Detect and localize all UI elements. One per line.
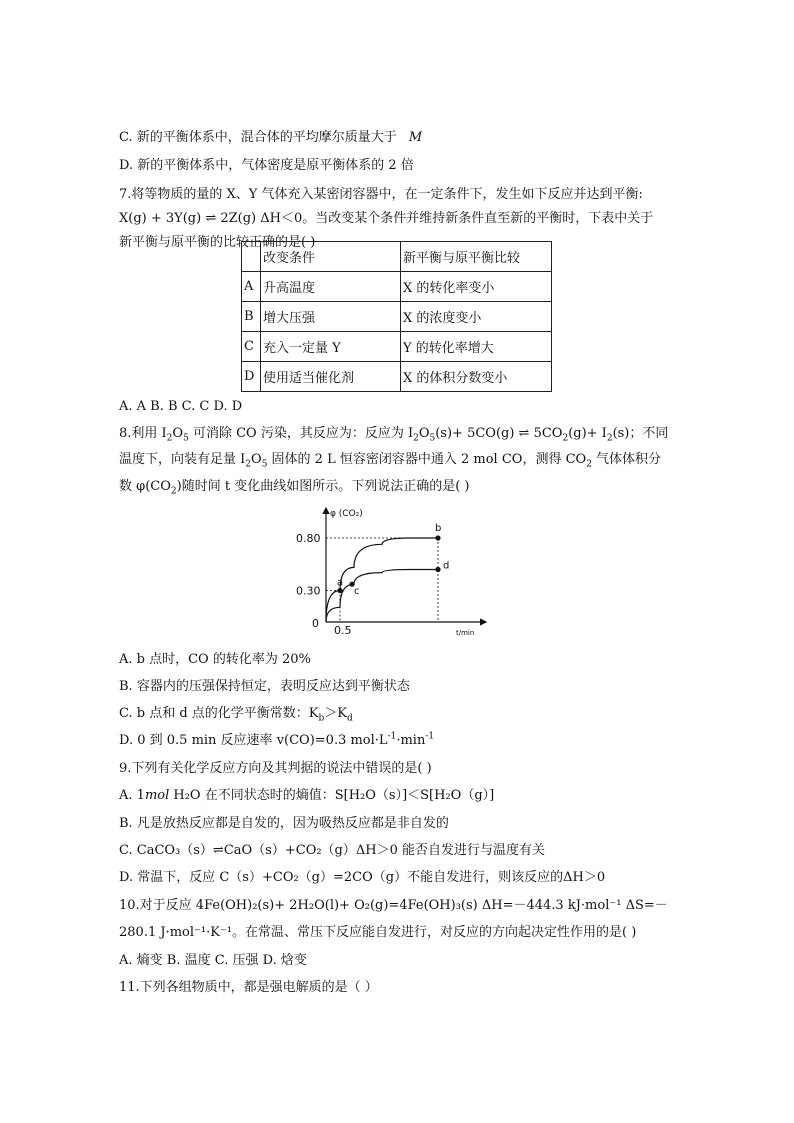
text-run: 固体的 2 L 恒容密闭容器中通入 2 mol CO，测得 CO — [267, 452, 587, 467]
table-cell — [242, 242, 261, 272]
text-run: (g)+ I — [568, 426, 607, 441]
table-row — [242, 332, 552, 362]
text-run: 8.利用 I — [119, 426, 167, 441]
table-cell: 增大压强 — [261, 302, 401, 332]
text-run: ＞K — [324, 706, 347, 721]
superscript: -1 — [425, 731, 435, 742]
q8-option-c — [119, 705, 353, 723]
subscript: 5 — [261, 459, 268, 470]
table-cell: 改变条件 — [261, 242, 401, 272]
subscript: 5 — [183, 433, 189, 444]
q7-table — [241, 241, 552, 392]
subscript: b — [318, 713, 325, 724]
text-run: (s)；不同 — [612, 426, 669, 441]
subscript: 2 — [562, 433, 569, 444]
text-run: A. 1 — [119, 788, 145, 803]
text-run: )随时间 t 变化曲线如图所示。下列说法正确的是( ) — [176, 479, 470, 494]
table-cell: Y 的转化率增大 — [401, 332, 552, 362]
q8-line-2 — [119, 451, 661, 469]
q9-option-a — [119, 787, 494, 805]
text-run: 可消除 CO 污染，其反应为：反应为 I — [188, 426, 414, 441]
q9-line-1: 9.下列有关化学反应方向及其判据的说法中错误的是( ) — [119, 761, 432, 776]
text-run: C. b 点和 d 点的化学平衡常数：K — [119, 706, 319, 721]
subscript: d — [347, 713, 353, 724]
option-text: C. 新的平衡体系中，混合体的平均摩尔质量大于 — [119, 130, 397, 145]
q8-line-3 — [119, 478, 470, 496]
table-row — [242, 362, 552, 392]
origin-label: 0 — [312, 617, 319, 630]
table-cell: C — [242, 332, 261, 362]
x-axis-label: t/min — [456, 629, 475, 637]
data-point-a — [337, 588, 342, 593]
co2-volume-fraction-chart — [296, 504, 496, 639]
table-cell: B — [242, 302, 261, 332]
text-run: D. 0 到 0.5 min 反应速率 v(CO)=0.3 mol·L — [119, 733, 388, 748]
q10-line-1: 10.对于反应 4Fe(OH)₂(s)+ 2H₂O(l)+ O₂(g)=4Fe(OH)₃(s) ΔH=－444.3 kJ·mol⁻¹ ΔS=－ — [119, 898, 668, 913]
text-run: H₂O 在不同状态时的熵值：S[H₂O（s）]＜S[H₂O（g）] — [169, 788, 495, 803]
q9-option-c: C. CaCO₃（s）⇌CaO（s）+CO₂（g）ΔH＞0 能否自发进行与温度有关 — [119, 843, 546, 858]
point-label-b: b — [435, 523, 442, 534]
subscript: 2 — [166, 433, 173, 444]
text-run: (s)+ 5CO(g) ⇌ 5CO — [435, 426, 563, 441]
q8-option-b: B. 容器内的压强保持恒定，表明反应达到平衡状态 — [119, 679, 410, 694]
text-run: 温度下，向装有足量 I — [119, 452, 246, 467]
q10-line-2: 280.1 J·mol⁻¹·K⁻¹。在常温、常压下反应能自发进行，对反应的方向起决定性作用的是( ) — [119, 925, 637, 940]
subscript: 2 — [586, 459, 592, 470]
q9-option-b: B. 凡是放热反应都是自发的，因为吸热反应都是非自发的 — [119, 816, 449, 831]
text-run: mol — [144, 788, 170, 803]
molar-mass-symbol: M — [408, 130, 423, 145]
point-label-d: d — [443, 560, 450, 572]
q7-line-1: 7.将等物质的量的 X、Y 气体充入某密闭容器中，在一定条件下，发生如下反应并达到平衡: — [119, 187, 643, 202]
superscript: -1 — [387, 731, 397, 742]
option-c-q6 — [119, 129, 422, 147]
table-cell: 升高温度 — [261, 272, 401, 302]
table-cell: D — [242, 362, 261, 392]
q8-option-d — [119, 732, 434, 750]
q9-option-d: D. 常温下，反应 C（s）+CO₂（g）=2CO（g）不能自发进行，则该反应的ΔH＞0 — [119, 870, 606, 885]
subscript: 2 — [606, 433, 613, 444]
text-run: O — [418, 426, 430, 441]
y-tick-label: 0.80 — [296, 532, 321, 545]
text-run: 数 φ(CO — [119, 479, 171, 494]
table-cell: 新平衡与原平衡比较 — [401, 242, 552, 272]
data-point-d — [435, 567, 440, 572]
text-run: O — [172, 426, 184, 441]
q10-options: A. 熵变 B. 温度 C. 压强 D. 焓变 — [119, 953, 307, 968]
text-run: ·min — [396, 733, 426, 748]
table-header-row — [242, 242, 552, 272]
data-point-b — [435, 535, 440, 540]
table-cell: X 的体积分数变小 — [401, 362, 552, 392]
q8-option-a: A. b 点时，CO 的转化率为 20% — [119, 652, 311, 667]
subscript: 2 — [413, 433, 419, 444]
option-d-q6: D. 新的平衡体系中，气体密度是原平衡体系的 2 倍 — [119, 158, 414, 173]
x-tick-label: 0.5 — [334, 624, 352, 637]
point-label-a: a — [337, 577, 344, 589]
q11-line-1: 11.下列各组物质中，都是强电解质的是（ ） — [119, 980, 378, 995]
table-cell: 使用适当催化剂 — [261, 362, 401, 392]
point-label-c: c — [354, 586, 360, 598]
table-cell: A — [242, 272, 261, 302]
table-cell: X 的浓度变小 — [401, 302, 552, 332]
table-cell: 充入一定量 Y — [261, 332, 401, 362]
q7-options: A. A B. B C. C D. D — [119, 399, 243, 414]
subscript: 2 — [170, 486, 177, 497]
text-run: 气体体积分 — [591, 452, 662, 467]
table-row — [242, 302, 552, 332]
q8-line-1 — [119, 425, 668, 443]
y-tick-label: 0.30 — [296, 584, 321, 598]
q7-line-3: 新平衡与原平衡的比较正确的是( ) — [119, 235, 316, 250]
text-run: O — [251, 452, 262, 467]
subscript: 2 — [245, 459, 252, 470]
y-axis-label: φ (CO₂) — [330, 509, 363, 519]
q7-line-2: X(g) + 3Y(g) ⇌ 2Z(g) ΔH＜0。当改变某个条件并维持新条件直至新的平衡时，下表中关于 — [119, 211, 654, 226]
table-cell: X 的转化率变小 — [401, 272, 552, 302]
subscript: 5 — [429, 433, 436, 444]
table-row — [242, 272, 552, 302]
